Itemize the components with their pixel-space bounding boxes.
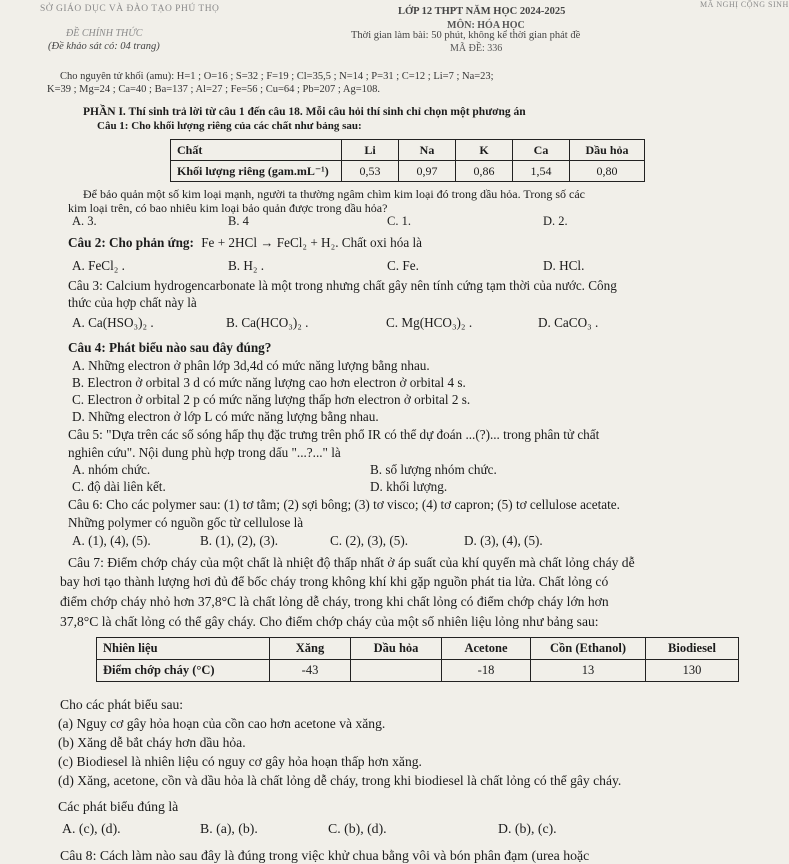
density-value-oil: 0,80 [570, 161, 645, 182]
q7-stem2: Cho các phát biểu sau: [60, 697, 184, 712]
q3-line2: thức của hợp chất này là [68, 295, 197, 310]
q7-statement-b: (b) Xăng dễ bắt cháy hơn dầu hỏa. [58, 735, 246, 750]
q2-option-b[interactable]: B. H₂ . [228, 258, 265, 273]
q2-option-c[interactable]: C. Fe. [387, 258, 419, 273]
q1-text2: kim loại trên, có bao nhiêu kim loại bảo quản được trong dầu hỏa? [68, 201, 388, 215]
q1-option-d[interactable]: D. 2. [543, 214, 568, 228]
flash-value-ethanol: 13 [531, 660, 646, 682]
q6-line2: Những polymer có nguồn gốc từ cellulose là [68, 515, 304, 530]
official-label: ĐỀ CHÍNH THỨC [66, 28, 143, 39]
q5-option-c[interactable]: C. độ dài liên kết. [72, 479, 166, 494]
q7-statement-c: (c) Biodiesel là nhiên liệu có nguy cơ gây hỏa hoạn thấp hơn xăng. [58, 754, 422, 769]
flash-value-kerosene [351, 660, 442, 682]
flash-header-5: Biodiesel [646, 638, 739, 660]
q2-stem-prefix: Câu 2: Cho phản ứng: [68, 235, 194, 250]
flash-row-label: Điểm chớp cháy (°C) [97, 660, 270, 682]
subject: MÔN: HÓA HỌC [447, 20, 525, 31]
q6-option-a[interactable]: A. (1), (4), (5). [72, 533, 151, 548]
density-table [170, 139, 645, 182]
q4-option-a[interactable]: A. Những electron ở phân lớp 3d,4d có mức năng lượng bằng nhau. [72, 358, 430, 373]
q2-equation: Fe + 2HCl → FeCl₂ + H₂ [201, 235, 336, 250]
flash-header-3: Acetone [442, 638, 531, 660]
q2-options [0, 258, 759, 274]
q5-line1: Câu 5: "Dựa trên các số sóng hấp thụ đặc trưng trên phổ IR có thể dự đoán ...(?)... trong phân tử chất [68, 427, 600, 442]
density-header-4: Ca [513, 140, 570, 161]
q3-option-d[interactable]: D. CaCO₃ . [538, 315, 599, 330]
q3-options [0, 315, 759, 331]
q1-option-a[interactable]: A. 3. [72, 214, 97, 228]
q7-options [0, 821, 759, 837]
part1-title: PHẦN I. Thí sinh trả lời từ câu 1 đến câu 18. Mỗi câu hỏi thí sinh chỉ chọn một phương án [83, 106, 526, 118]
q7-option-c[interactable]: C. (b), (d). [328, 821, 387, 836]
q1-option-c[interactable]: C. 1. [387, 214, 411, 228]
flash-value-petrol: -43 [270, 660, 351, 682]
exam-code: MÃ ĐỀ: 336 [450, 43, 503, 54]
q7-stem3: Các phát biểu đúng là [58, 799, 179, 814]
density-header-0: Chất [171, 140, 342, 161]
q8-partial-line: Câu 8: Cách làm nào sau đây là đúng trong việc khử chua bằng vôi và bón phân đạm (urea hoặc [60, 848, 590, 863]
q3-option-a[interactable]: A. Ca(HSO₃)₂ . [72, 315, 154, 330]
q6-option-b[interactable]: B. (1), (2), (3). [200, 533, 279, 548]
q7-line1: Câu 7: Điểm chớp cháy của một chất là nhiệt độ thấp nhất ở áp suất của khí quyển mà chất lỏng cháy dễ [68, 555, 635, 570]
flash-header-0: Nhiên liệu [97, 638, 270, 660]
q3-option-c[interactable]: C. Mg(HCO₃)₂ . [386, 315, 473, 330]
flash-header-4: Cồn (Ethanol) [531, 638, 646, 660]
density-value-na: 0,97 [399, 161, 456, 182]
q5-option-b[interactable]: B. số lượng nhóm chức. [370, 462, 497, 477]
q5-option-d[interactable]: D. khối lượng. [370, 479, 448, 494]
q6-option-d[interactable]: D. (3), (4), (5). [464, 533, 543, 548]
corner-stamp: MÃ NGHỊ CỘNG SINH [700, 0, 789, 9]
q1-option-b[interactable]: B. 4 [228, 214, 249, 228]
atomic-masses-line1: Cho nguyên tử khối (amu): H=1 ; O=16 ; S=32 ; F=19 ; Cl=35,5 ; N=14 ; P=31 ; C=12 ; Li=7 ; Na=23; [60, 71, 494, 82]
page-count: (Đề khảo sát có: 04 trang) [48, 41, 160, 52]
q7-line3: điểm chớp cháy nhỏ hơn 37,8°C là chất lỏng dễ cháy, trong khi chất lỏng có điểm chớp cháy lớn hơn [60, 594, 609, 609]
q1-options [0, 214, 759, 230]
density-header-5: Dầu hỏa [570, 140, 645, 161]
q4-option-c[interactable]: C. Electron ở orbital 2 p có mức năng lượng thấp hơn electron ở orbital 2 s. [72, 392, 471, 407]
density-header-3: K [456, 140, 513, 161]
q6-option-c[interactable]: C. (2), (3), (5). [330, 533, 409, 548]
flash-value-biodiesel: 130 [646, 660, 739, 682]
q7-option-d[interactable]: D. (b), (c). [498, 821, 557, 836]
q5-option-a[interactable]: A. nhóm chức. [72, 462, 151, 477]
q7-statement-a: (a) Nguy cơ gây hỏa hoạn của cồn cao hơn acetone và xăng. [58, 716, 386, 731]
flash-value-acetone: -18 [442, 660, 531, 682]
q6-line1: Câu 6: Cho các polymer sau: (1) tơ tằm; (2) sợi bông; (3) tơ visco; (4) tơ capron; (5) tơ cellulose acetate. [68, 497, 620, 512]
q5-line2: nghiên cứu". Nội dung phù hợp trong dấu "...?..." là [68, 445, 341, 460]
q3-line1: Câu 3: Calcium hydrogencarbonate là một trong nhưng chất gây nên tính cứng tạm thời của nước. Công [68, 278, 617, 293]
flash-header-1: Xăng [270, 638, 351, 660]
density-value-ca: 1,54 [513, 161, 570, 182]
q1-text1: Để bảo quản một số kim loại mạnh, người ta thường ngâm chìm kim loại đó trong dầu hỏa. Trong số các [83, 187, 585, 201]
q2-stem-suffix: . Chất oxi hóa là [335, 235, 422, 250]
q7-option-a[interactable]: A. (c), (d). [62, 821, 121, 836]
density-row-label: Khối lượng riêng (gam.mL⁻¹) [171, 161, 342, 182]
q7-line2: bay hơi tạo thành lượng hơi đủ để bốc cháy trong không khí khi gặp nguồn phát tia lửa. Chất lỏng có [60, 574, 609, 589]
q2-option-d[interactable]: D. HCl. [543, 258, 585, 273]
atomic-masses-line2: K=39 ; Mg=24 ; Ca=40 ; Ba=137 ; Al=27 ; Fe=56 ; Cu=64 ; Pb=207 ; Ag=108. [47, 84, 381, 95]
q6-options [0, 533, 759, 549]
density-value-k: 0,86 [456, 161, 513, 182]
density-value-li: 0,53 [342, 161, 399, 182]
density-header-2: Na [399, 140, 456, 161]
flash-header-2: Dầu hỏa [351, 638, 442, 660]
density-header-1: Li [342, 140, 399, 161]
flashpoint-table [96, 637, 739, 682]
q1-stem: Câu 1: Cho khối lượng riêng của các chất như bảng sau: [97, 120, 362, 132]
q4-option-b[interactable]: B. Electron ở orbital 3 d có mức năng lượng cao hơn electron ở orbital 4 s. [72, 375, 466, 390]
q7-statement-d: (d) Xăng, acetone, cồn và dầu hỏa là chất lỏng dễ cháy, trong khi biodiesel là chất lỏng có thể gây cháy. [58, 773, 622, 788]
time-limit: Thời gian làm bài: 50 phút, không kể thời gian phát đề [351, 30, 581, 41]
q2-option-a[interactable]: A. FeCl₂ . [72, 258, 125, 273]
q4-option-d[interactable]: D. Những electron ở lớp L có mức năng lượng bằng nhau. [72, 409, 379, 424]
q7-option-b[interactable]: B. (a), (b). [200, 821, 258, 836]
department-name: SỞ GIÁO DỤC VÀ ĐÀO TẠO PHÚ THỌ [40, 4, 220, 14]
q2-stem [68, 235, 422, 251]
q4-stem: Câu 4: Phát biểu nào sau đây đúng? [68, 340, 272, 355]
q7-line4: 37,8°C là chất lỏng có thể gây cháy. Cho điểm chớp cháy của một số nhiên liệu lỏng như bảng sau: [60, 614, 599, 629]
q3-option-b[interactable]: B. Ca(HCO₃)₂ . [226, 315, 309, 330]
grade-year: LỚP 12 THPT NĂM HỌC 2024-2025 [398, 6, 566, 17]
